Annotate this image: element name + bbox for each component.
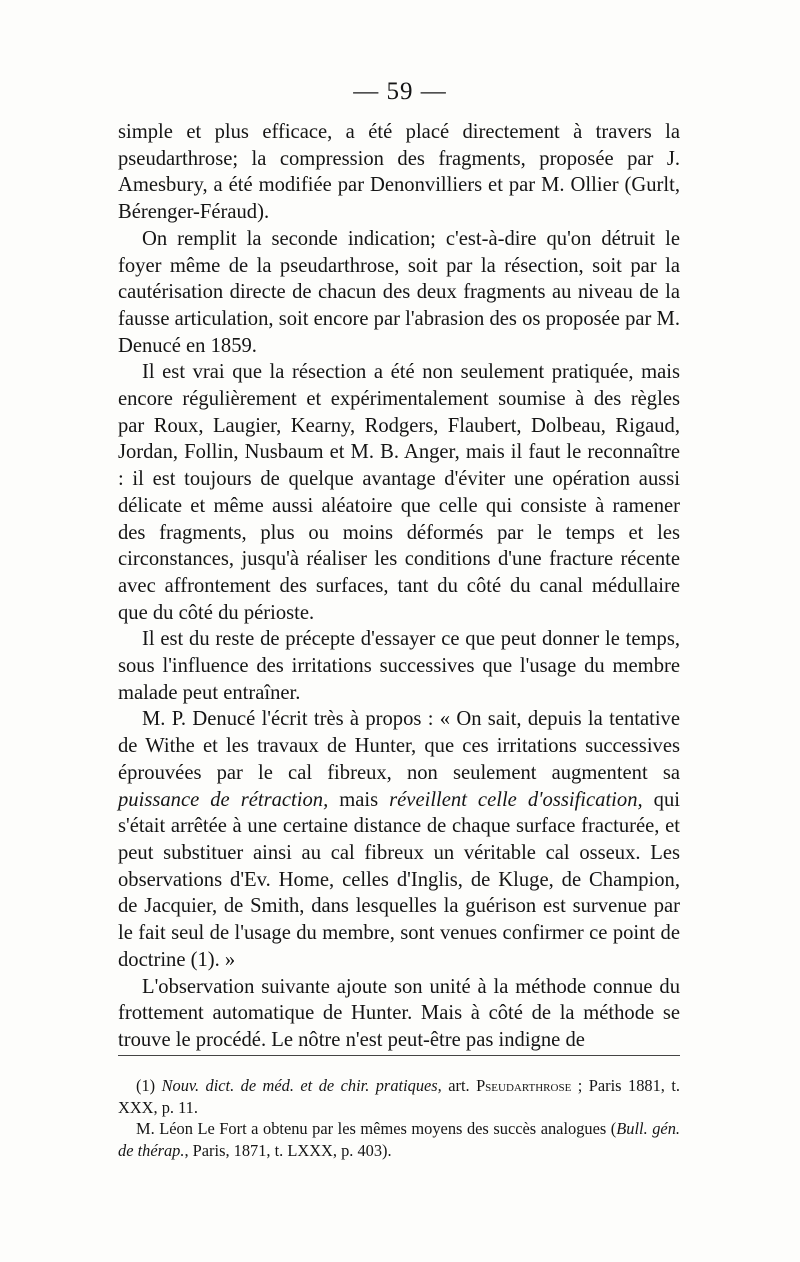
paragraph-5 bbox=[118, 706, 680, 973]
italic-ossification: réveillent celle d'ossification, bbox=[389, 788, 643, 811]
paragraph-6: L'observation suivante ajoute son unité à la méthode connue du frottement automatique de Hunter. Mais à côté de la méthode se trouve le procédé. Le nôtre n'est peut-être pas indigne de bbox=[118, 975, 680, 1051]
footnote-1-art: art. bbox=[441, 1076, 477, 1095]
body-text bbox=[118, 119, 680, 1054]
paragraph-2: On remplit la seconde indication; c'est-à-dire qu'on détruit le foyer même de la pseudarthrose, soit par la résection, soit par la cautérisation directe de chacun des deux fragments au niveau de la fausse articulation, soit encore par l'abrasion des os proposée par M. Denucé en 1859. bbox=[118, 227, 680, 357]
footnote-1-marker: (1) bbox=[136, 1076, 156, 1095]
footnote-1-term: Pseudarthrose bbox=[476, 1076, 572, 1095]
italic-puissance: puissance de rétraction, bbox=[118, 788, 329, 811]
footnote-1-rest: ; Paris 1881, t. XXX, p. 11. bbox=[118, 1076, 680, 1117]
paragraph-5-part1: M. P. Denucé l'écrit très à propos : « On sait, depuis la tentative de Withe et les travaux de Hunter, que ces irritations successives éprouvées par le cal fibreux, non seulement augmentent sa bbox=[118, 708, 680, 784]
footnotes bbox=[118, 1075, 680, 1161]
paragraph-1: simple et plus efficace, a été placé directement à travers la pseudarthrose; la compression des fragments, proposée par J. Amesbury, a été modifiée par Denonvilliers et par M. Ollier (Gurlt, Bérenger-Féraud). bbox=[118, 121, 680, 224]
paragraph-5-part3: qui s'était arrêtée à une certaine distance de chaque surface fracturée, et peut substituer ainsi au cal fibreux un véritable cal osseux. Les observations d'Ev. Home, celles d'Inglis, de Kluge, de Champion, de Jacquier, de Smith, dans lesquelles la guérison est survenue par le fait seul de l'usage du membre, sont venues confirmer ce point de doctrine (1). » bbox=[118, 788, 680, 971]
paragraph-5-part2: mais bbox=[328, 788, 390, 811]
paragraph-3: Il est vrai que la résection a été non seulement pratiquée, mais encore régulièrement et expérimentalement soumise à des règles par Roux, Laugier, Kearny, Rodgers, Flaubert, Dolbeau, Rigaud, Jordan, Follin, Nusbaum et M. B. Anger, mais il faut le reconnaître : il est toujours de quelque avantage d'éviter une opération aussi délicate et même aussi aléatoire que celle qui consiste à ramener des fragments, plus ou moins déformés par le temps et les circonstances, jusqu'à réaliser les conditions d'une fracture récente avec affrontement des surfaces, tant du côté du canal médullaire que du côté du périoste. bbox=[118, 361, 680, 624]
footnote-2-text: M. Léon Le Fort a obtenu par les mêmes moyens des succès analogues ( bbox=[136, 1119, 617, 1138]
page-number: — 59 — bbox=[353, 78, 447, 105]
paragraph-4: Il est du reste de précepte d'essayer ce que peut donner le temps, sous l'influence des irritations successives que l'usage du membre malade peut entraîner. bbox=[118, 628, 680, 704]
footnote-1 bbox=[118, 1075, 680, 1118]
footnote-2 bbox=[118, 1118, 680, 1161]
footnote-2-journal: Bull. gén. de thérap. bbox=[118, 1119, 680, 1160]
footnote-rule bbox=[118, 1055, 680, 1056]
footnote-1-title: Nouv. dict. de méd. et de chir. pratiques, bbox=[161, 1076, 442, 1095]
footnote-2-rest: , Paris, 1871, t. LXXX, p. 403). bbox=[184, 1140, 392, 1160]
